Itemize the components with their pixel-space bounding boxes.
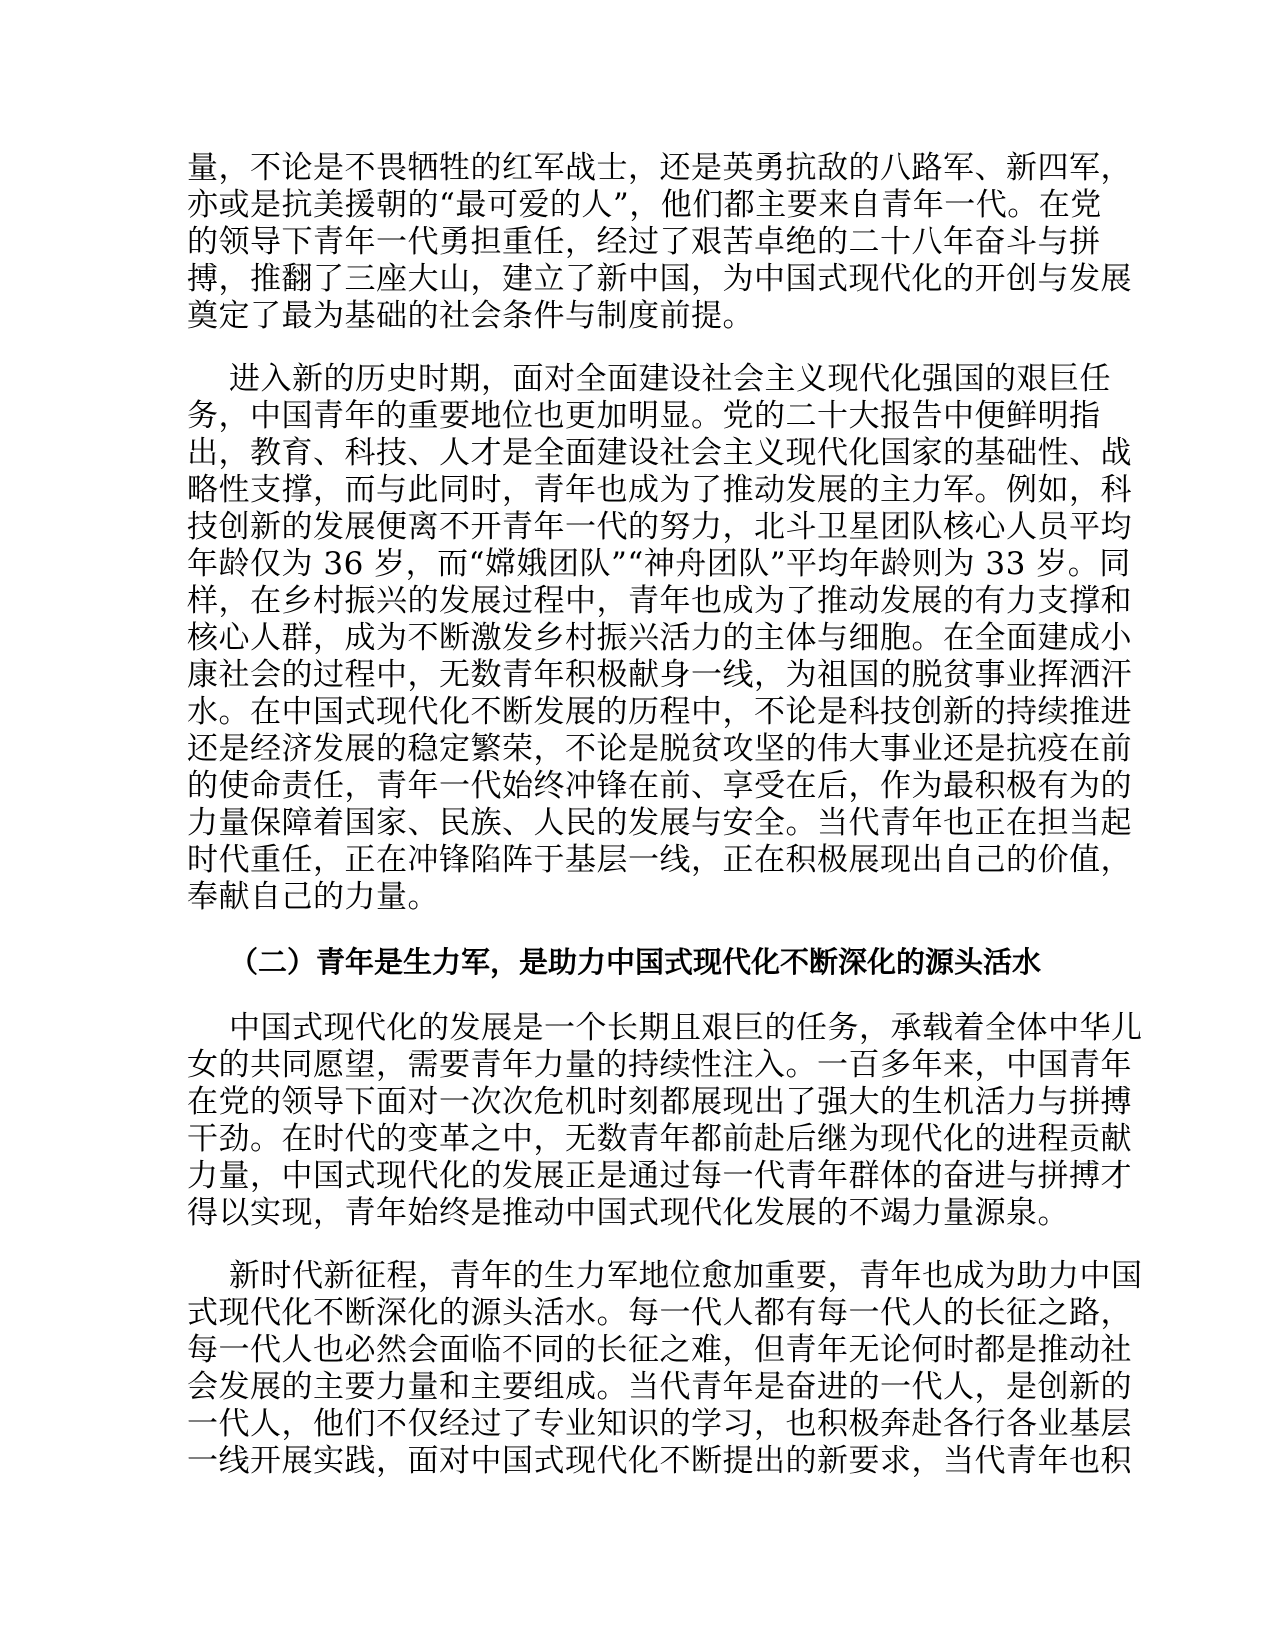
text-line: 奉献自己的力量。 [187,879,439,915]
text-line: 务，中国青年的重要地位也更加明显。党的二十大报告中便鲜明指 [187,398,1101,434]
text-line: 的领导下青年一代勇担重任，经过了艰苦卓绝的二十八年奋斗与拼 [187,224,1101,260]
text-line: 一代人，他们不仅经过了专业知识的学习，也积极奔赴各行各业基层 [187,1406,1132,1442]
text-line: 在党的领导下面对一次次危机时刻都展现出了强大的生机活力与拼搏 [187,1084,1132,1120]
text-line: 技创新的发展便离不开青年一代的努力，北斗卫星团队核心人员平均 [187,509,1132,545]
text-line: 水。在中国式现代化不断发展的历程中，不论是科技创新的持续推进 [187,694,1132,730]
text-line: 康社会的过程中，无数青年积极献身一线，为祖国的脱贫事业挥洒汗 [187,657,1132,693]
paragraph-1 [187,150,1132,335]
text-line: 略性支撑，而与此同时，青年也成为了推动发展的主力军。例如，科 [187,472,1132,508]
text-line: 进入新的历史时期，面对全面建设社会主义现代化强国的艰巨任 [229,361,1111,397]
text-line: 力量，中国式现代化的发展正是通过每一代青年群体的奋进与拼搏才 [187,1158,1132,1194]
text-line: 力量保障着国家、民族、人民的发展与安全。当代青年也正在担当起 [187,805,1132,841]
text-line: 每一代人也必然会面临不同的长征之难，但青年无论何时都是推动社 [187,1332,1132,1368]
paragraph-4 [187,1258,1143,1480]
text-line: 样，在乡村振兴的发展过程中，青年也成为了推动发展的有力支撑和 [187,583,1132,619]
text-line: 时代重任，正在冲锋陷阵于基层一线，正在积极展现出自己的价值， [187,842,1132,878]
paragraph-2 [187,361,1132,916]
paragraph-3 [187,1010,1143,1232]
section-heading: （二）青年是生力军，是助力中国式现代化不断深化的源头活水 [229,945,1042,979]
text-line: 得以实现，青年始终是推动中国式现代化发展的不竭力量源泉。 [187,1195,1069,1231]
text-line: 女的共同愿望，需要青年力量的持续性注入。一百多年来，中国青年 [187,1047,1132,1083]
text-line: 式现代化不断深化的源头活水。每一代人都有每一代人的长征之路， [187,1295,1132,1331]
text-line: 量，不论是不畏牺牲的红军战士，还是英勇抗敌的八路军、新四军， [187,150,1132,186]
text-line: 搏，推翻了三座大山，建立了新中国，为中国式现代化的开创与发展 [187,261,1132,297]
text-line: 年龄仅为 36 岁，而“嫦娥团队”“神舟团队”平均年龄则为 33 岁。同 [187,546,1131,582]
text-line: 干劲。在时代的变革之中，无数青年都前赴后继为现代化的进程贡献 [187,1121,1132,1157]
text-line: 核心人群，成为不断激发乡村振兴活力的主体与细胞。在全面建成小 [187,620,1132,656]
document-page [187,150,1143,1506]
text-line: 还是经济发展的稳定繁荣，不论是脱贫攻坚的伟大事业还是抗疫在前 [187,731,1132,767]
text-line: 会发展的主要力量和主要组成。当代青年是奋进的一代人，是创新的 [187,1369,1132,1405]
text-line: 新时代新征程，青年的生力军地位愈加重要，青年也成为助力中国 [229,1258,1143,1294]
text-line: 出，教育、科技、人才是全面建设社会主义现代化国家的基础性、战 [187,435,1132,471]
text-line: 一线开展实践，面对中国式现代化不断提出的新要求，当代青年也积 [187,1443,1132,1479]
text-line: 亦或是抗美援朝的“最可爱的人”，他们都主要来自青年一代。在党 [187,187,1102,223]
text-line: 中国式现代化的发展是一个长期且艰巨的任务，承载着全体中华儿 [229,1010,1143,1046]
text-line: 奠定了最为基础的社会条件与制度前提。 [187,298,754,334]
text-line: 的使命责任，青年一代始终冲锋在前、享受在后，作为最积极有为的 [187,768,1132,804]
